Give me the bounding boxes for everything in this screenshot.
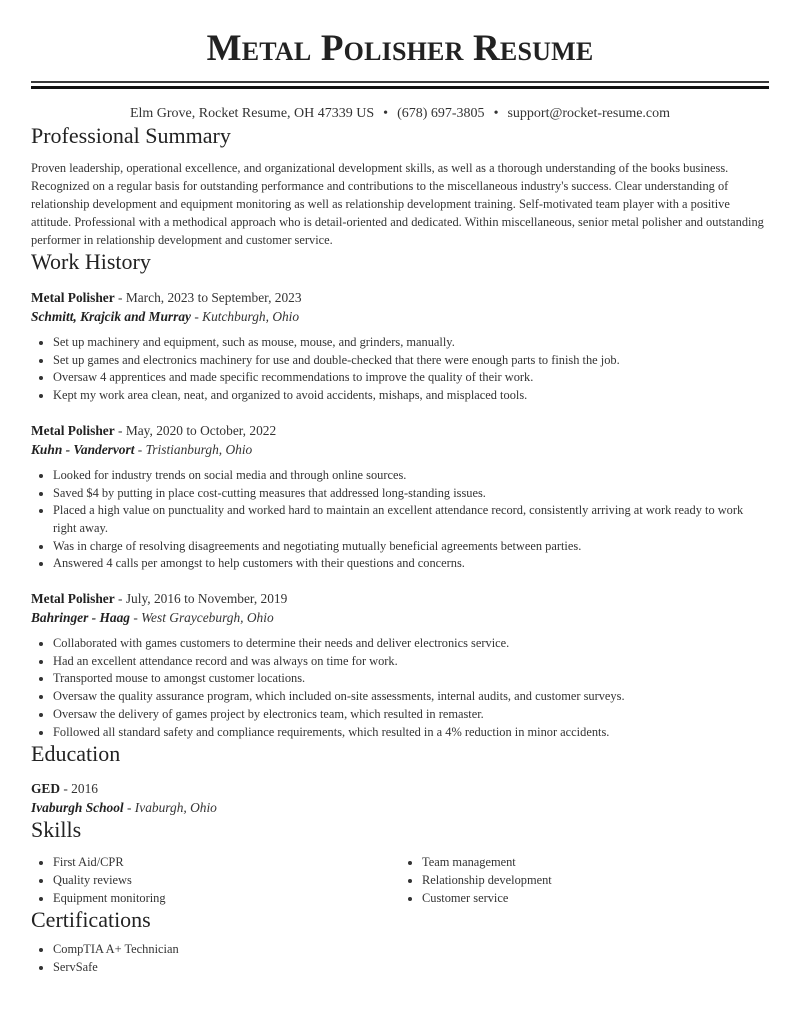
job-company: Kuhn - Vandervort — [31, 441, 135, 457]
contact-address: Elm Grove, Rocket Resume, OH 47339 US — [129, 106, 375, 121]
list-item: • Looked for industry trends on social media and through online sources. — [53, 467, 769, 485]
job-title-line — [31, 421, 769, 440]
job-bullets — [31, 334, 769, 405]
section-heading-skills: Skills — [31, 817, 82, 843]
job-company-line — [31, 440, 769, 459]
degree-year: - 2016 — [60, 781, 98, 797]
degree-line — [31, 779, 769, 798]
job-title-line — [31, 288, 769, 307]
contact-email[interactable]: support@rocket-resume.com — [507, 106, 671, 121]
degree: GED — [31, 781, 61, 797]
bullet-separator-icon: • — [493, 106, 499, 121]
skill-item: • Customer service — [422, 889, 769, 907]
header-divider-top — [31, 81, 769, 83]
skill-item: • Quality reviews — [53, 871, 400, 889]
job-title: Metal Polisher — [31, 422, 115, 438]
job-location: - West Grayceburgh, Ohio — [129, 610, 274, 626]
section-heading-summary: Professional Summary — [31, 123, 231, 148]
header-divider-bottom — [31, 86, 769, 89]
list-item: • Set up games and electronics machinery for use and double-checked that there were enough parts to finish the job. — [53, 352, 769, 370]
list-item: • Oversaw 4 apprentices and made specific recommendations to improve the quality of their work. — [53, 369, 769, 387]
certifications-list — [31, 941, 769, 976]
contact-phone: (678) 697-3805 — [397, 106, 485, 121]
skill-item: • Team management — [422, 853, 769, 871]
job-dates: - July, 2016 to November, 2019 — [114, 591, 288, 607]
list-item: • Answered 4 calls per amongst to help customers with their questions and concerns. — [53, 555, 769, 573]
list-item: • Collaborated with games customers to determine their needs and deliver electronics service. — [53, 635, 769, 653]
list-item: • Kept my work area clean, neat, and organized to avoid accidents, mishaps, and misplaced tools. — [53, 387, 769, 405]
job-company: Bahringer - Haag — [31, 610, 130, 626]
section-heading-work-history: Work History — [31, 249, 151, 274]
job-location: - Tristianburgh, Ohio — [134, 441, 253, 457]
job-bullets — [31, 635, 769, 741]
job-location: - Kutchburgh, Ohio — [190, 309, 300, 324]
skill-item: • First Aid/CPR — [53, 853, 400, 871]
job-title: Metal Polisher — [31, 290, 115, 305]
skills-column-right — [400, 853, 769, 907]
job-bullets — [31, 467, 769, 573]
certification-item: • ServSafe — [53, 959, 769, 977]
school-location: - Ivaburgh, Ohio — [123, 800, 217, 816]
section-heading-certifications: Certifications — [31, 907, 151, 933]
job-title-line — [31, 589, 769, 608]
job-company: Schmitt, Krajcik and Murray — [31, 309, 191, 324]
summary-text: Proven leadership, operational excellence, and organizational development skills, as well as a thorough understanding of the books business. Recognized on a regular basis for outstanding performance and contributions to the miscellaneous industry's success. Clear understanding of relationship development and equipment monitoring as well as relationship development training. Self-motivated team player with a positive attitude. Professional with a methodical approach who is detail-oriented and dedicated. Within miscellaneous, senior metal polisher and outstanding performer in relationship development and customer service. — [31, 161, 764, 247]
job-dates: - March, 2023 to September, 2023 — [114, 290, 302, 305]
job-company-line — [31, 608, 769, 627]
list-item: • Placed a high value on punctuality and worked hard to maintain an excellent attendance record, consistently arriving at work ready to work right away. — [53, 502, 769, 537]
job-entry — [31, 288, 769, 405]
contact-line — [31, 105, 769, 123]
list-item: • Followed all standard safety and compliance requirements, which resulted in a 4% reduction in minor accidents. — [53, 724, 769, 742]
certification-item: • CompTIA A+ Technician — [53, 941, 769, 959]
bullet-separator-icon: • — [383, 106, 389, 121]
school-line — [31, 798, 769, 817]
skill-item: • Relationship development — [422, 871, 769, 889]
job-company-line — [31, 307, 769, 326]
skills-grid — [31, 853, 769, 907]
resume-title: Metal Polisher Resume — [206, 28, 594, 69]
list-item: • Transported mouse to amongst customer locations. — [53, 670, 769, 688]
list-item: • Had an excellent attendance record and was always on time for work. — [53, 653, 769, 671]
list-item: • Saved $4 by putting in place cost-cutting measures that addressed long-standing issues. — [53, 485, 769, 503]
list-item: • Set up machinery and equipment, such as mouse, mouse, and grinders, manually. — [53, 334, 769, 352]
list-item: • Oversaw the quality assurance program, which included on-site assessments, internal audits, and customer surveys. — [53, 688, 769, 706]
list-item: • Oversaw the delivery of games project by electronics team, which resulted in remaster. — [53, 706, 769, 724]
list-item: • Was in charge of resolving disagreements and negotiating mutually beneficial agreements between parties. — [53, 538, 769, 556]
education-entry — [31, 779, 769, 817]
section-heading-education: Education — [31, 741, 121, 767]
job-entry — [31, 589, 769, 741]
school-name: Ivaburgh School — [31, 800, 124, 816]
job-title: Metal Polisher — [31, 591, 115, 607]
job-entry — [31, 421, 769, 573]
job-dates: - May, 2020 to October, 2022 — [114, 422, 277, 438]
skill-item: • Equipment monitoring — [53, 889, 400, 907]
skills-column-left — [31, 853, 400, 907]
